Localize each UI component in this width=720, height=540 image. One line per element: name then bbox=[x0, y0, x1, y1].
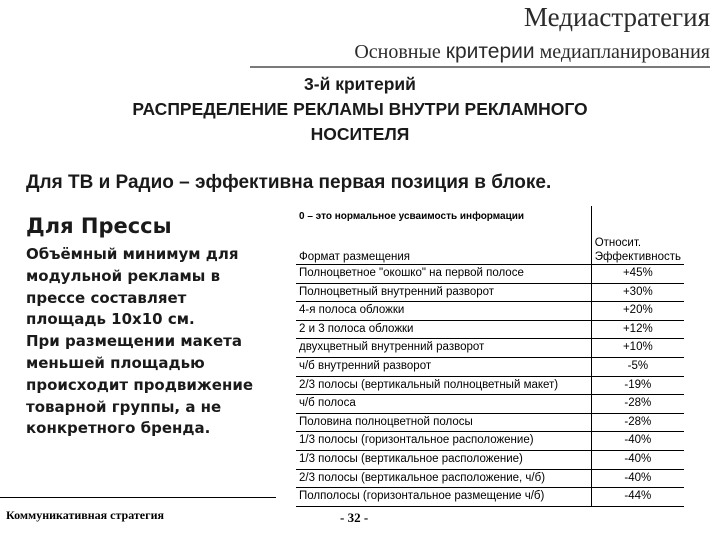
value-cell: +30% bbox=[591, 283, 684, 302]
format-cell: Полноцветное "окошко" на первой полосе bbox=[296, 265, 591, 284]
format-cell: 2/3 полосы (вертикальный полноцветный макет) bbox=[296, 376, 591, 395]
column-header-efficiency-line1: Относит. bbox=[594, 237, 642, 249]
format-cell: ч/б полоса bbox=[296, 395, 591, 414]
format-cell: 4-я полоса обложки bbox=[296, 302, 591, 321]
table-row bbox=[296, 450, 684, 469]
value-cell: -40% bbox=[591, 432, 684, 451]
slide-subtitle bbox=[354, 40, 710, 64]
value-cell: -28% bbox=[591, 395, 684, 414]
placement-efficiency-table bbox=[296, 206, 684, 507]
value-cell: +20% bbox=[591, 302, 684, 321]
table-row bbox=[296, 357, 684, 376]
press-line: площадь 10х10 см. bbox=[26, 310, 195, 329]
table-row bbox=[296, 302, 684, 321]
format-cell: 1/3 полосы (горизонтальное расположение) bbox=[296, 432, 591, 451]
criterion-heading bbox=[30, 72, 690, 147]
column-header-efficiency bbox=[591, 228, 684, 265]
value-cell: -19% bbox=[591, 376, 684, 395]
value-cell: -5% bbox=[591, 357, 684, 376]
value-cell: +12% bbox=[591, 320, 684, 339]
column-header-format: Формат размещения bbox=[299, 251, 411, 263]
value-cell: +10% bbox=[591, 339, 684, 358]
value-cell: -40% bbox=[591, 469, 684, 488]
criterion-title-line2: НОСИТЕЛЯ bbox=[310, 124, 410, 144]
table-row bbox=[296, 488, 684, 507]
format-cell: ч/б внутренний разворот bbox=[296, 357, 591, 376]
press-line: меньшей площадью bbox=[26, 353, 205, 372]
format-cell: Полполосы (горизонтальное размещение ч/б) bbox=[296, 488, 591, 507]
value-cell: -28% bbox=[591, 413, 684, 432]
press-line: конкретного бренда. bbox=[26, 419, 211, 438]
press-body bbox=[26, 244, 276, 440]
slide-title: Медиастратегия bbox=[523, 2, 710, 32]
table-row bbox=[296, 265, 684, 284]
format-cell: 1/3 полосы (вертикальное расположение) bbox=[296, 450, 591, 469]
table-note-spacer bbox=[591, 206, 684, 228]
criterion-title-line1: РАСПРЕДЕЛЕНИЕ РЕКЛАМЫ ВНУТРИ РЕКЛАМНОГО bbox=[132, 99, 588, 119]
subtitle-post: медиапланирования bbox=[534, 41, 710, 63]
table-row bbox=[296, 283, 684, 302]
table-row bbox=[296, 469, 684, 488]
column-header-efficiency-line2: Эффективность bbox=[594, 251, 681, 263]
press-line: товарной группы, а не bbox=[26, 397, 222, 416]
value-cell: +45% bbox=[591, 265, 684, 284]
criterion-number: 3-й критерий bbox=[304, 74, 416, 94]
press-line: происходит продвижение bbox=[26, 375, 253, 394]
footer-label: Коммуникативная стратегия bbox=[6, 508, 164, 522]
tv-radio-statement: Для ТВ и Радио – эффективна первая позиция в блоке. bbox=[26, 172, 552, 193]
format-cell: Полноцветный внутренний разворот bbox=[296, 283, 591, 302]
press-line: При размещении макета bbox=[26, 332, 242, 351]
format-cell: Половина полноцветной полосы bbox=[296, 413, 591, 432]
format-cell: 2/3 полосы (вертикальное расположение, ч/б) bbox=[296, 469, 591, 488]
table-note: 0 – это нормальное усваимость информации bbox=[299, 211, 525, 222]
value-cell: -40% bbox=[591, 450, 684, 469]
table-row bbox=[296, 395, 684, 414]
press-heading: Для Прессы bbox=[26, 214, 172, 238]
format-cell: двухцветный внутренний разворот bbox=[296, 339, 591, 358]
table-row bbox=[296, 339, 684, 358]
subtitle-emphasis: критерии bbox=[445, 40, 535, 63]
format-cell: 2 и 3 полоса обложки bbox=[296, 320, 591, 339]
press-line: модульной рекламы в bbox=[26, 266, 221, 285]
table-row bbox=[296, 432, 684, 451]
press-line: Объёмный минимум для bbox=[26, 245, 239, 263]
press-line: прессе составляет bbox=[26, 288, 187, 307]
table-row bbox=[296, 320, 684, 339]
value-cell: -44% bbox=[591, 488, 684, 507]
subtitle-pre: Основные bbox=[354, 41, 446, 63]
footer-divider bbox=[0, 497, 276, 498]
page-number: - 32 - bbox=[340, 510, 369, 525]
table-row bbox=[296, 376, 684, 395]
table-row bbox=[296, 413, 684, 432]
header-divider bbox=[250, 66, 710, 68]
